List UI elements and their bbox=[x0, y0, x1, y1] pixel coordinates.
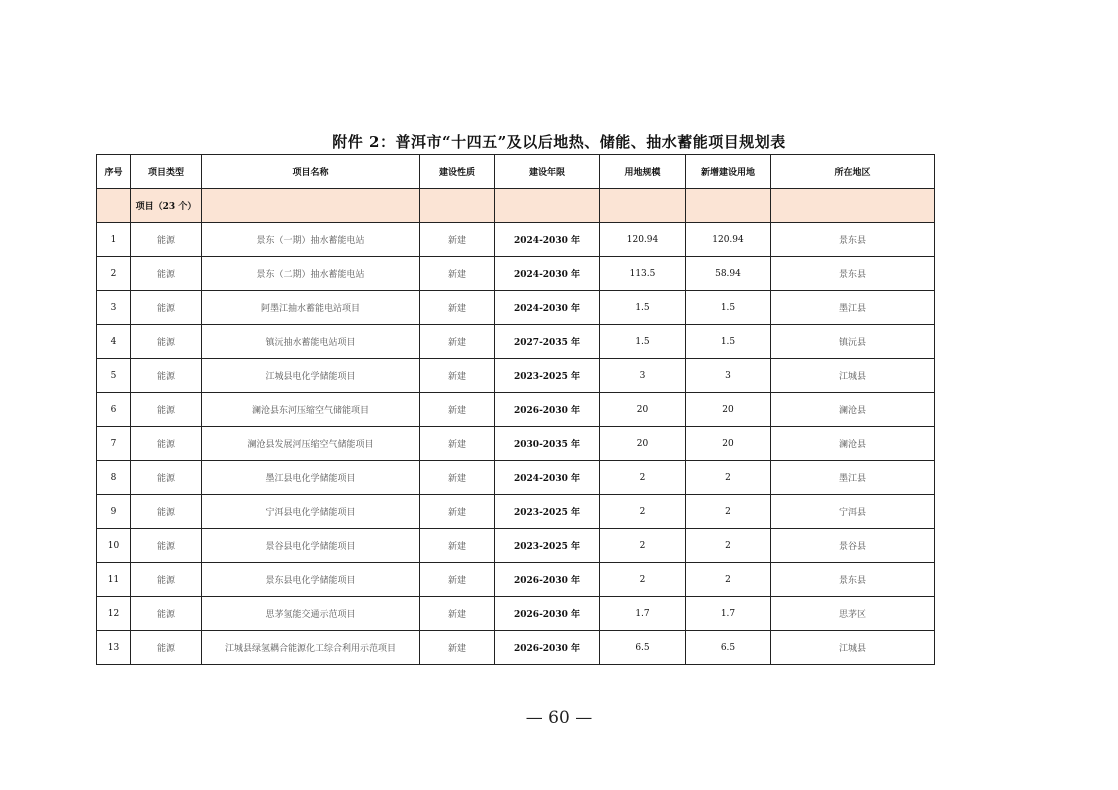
cell-new-area: 2 bbox=[686, 563, 771, 597]
cell-no: 7 bbox=[97, 427, 131, 461]
group-cell bbox=[202, 189, 420, 223]
cell-area: 1.5 bbox=[600, 291, 686, 325]
cell-project-name: 景谷县电化学储能项目 bbox=[202, 529, 420, 563]
table-row bbox=[97, 461, 935, 495]
table-row bbox=[97, 325, 935, 359]
cell-nature: 新建 bbox=[420, 257, 495, 291]
cell-no: 5 bbox=[97, 359, 131, 393]
cell-period: 2026-2030 年 bbox=[495, 631, 600, 665]
header-type: 项目类型 bbox=[131, 155, 202, 189]
cell-no: 10 bbox=[97, 529, 131, 563]
table-row bbox=[97, 291, 935, 325]
cell-period: 2026-2030 年 bbox=[495, 597, 600, 631]
table-row bbox=[97, 359, 935, 393]
cell-new-area: 1.5 bbox=[686, 325, 771, 359]
cell-nature: 新建 bbox=[420, 529, 495, 563]
cell-no: 3 bbox=[97, 291, 131, 325]
group-cell bbox=[97, 189, 131, 223]
cell-area: 3 bbox=[600, 359, 686, 393]
table-header-row bbox=[97, 155, 935, 189]
cell-no: 12 bbox=[97, 597, 131, 631]
cell-no: 6 bbox=[97, 393, 131, 427]
group-cell bbox=[600, 189, 686, 223]
group-label: 项目（23 个） bbox=[131, 189, 202, 223]
header-no: 序号 bbox=[97, 155, 131, 189]
cell-new-area: 6.5 bbox=[686, 631, 771, 665]
cell-region: 江城县 bbox=[771, 359, 935, 393]
cell-period: 2026-2030 年 bbox=[495, 563, 600, 597]
cell-type: 能源 bbox=[131, 257, 202, 291]
cell-region: 镇沅县 bbox=[771, 325, 935, 359]
cell-no: 13 bbox=[97, 631, 131, 665]
cell-type: 能源 bbox=[131, 325, 202, 359]
cell-region: 澜沧县 bbox=[771, 427, 935, 461]
cell-area: 120.94 bbox=[600, 223, 686, 257]
cell-area: 20 bbox=[600, 393, 686, 427]
cell-new-area: 120.94 bbox=[686, 223, 771, 257]
cell-project-name: 宁洱县电化学储能项目 bbox=[202, 495, 420, 529]
cell-project-name: 镇沅抽水蓄能电站项目 bbox=[202, 325, 420, 359]
cell-project-name: 江城县绿氢耦合能源化工综合利用示范项目 bbox=[202, 631, 420, 665]
cell-area: 2 bbox=[600, 563, 686, 597]
cell-project-name: 澜沧县发展河压缩空气储能项目 bbox=[202, 427, 420, 461]
cell-project-name: 景东县电化学储能项目 bbox=[202, 563, 420, 597]
cell-project-name: 景东（一期）抽水蓄能电站 bbox=[202, 223, 420, 257]
cell-type: 能源 bbox=[131, 631, 202, 665]
cell-region: 江城县 bbox=[771, 631, 935, 665]
cell-new-area: 1.5 bbox=[686, 291, 771, 325]
cell-type: 能源 bbox=[131, 359, 202, 393]
cell-period: 2024-2030 年 bbox=[495, 461, 600, 495]
cell-project-name: 墨江县电化学储能项目 bbox=[202, 461, 420, 495]
cell-type: 能源 bbox=[131, 597, 202, 631]
cell-nature: 新建 bbox=[420, 359, 495, 393]
cell-region: 宁洱县 bbox=[771, 495, 935, 529]
cell-nature: 新建 bbox=[420, 597, 495, 631]
cell-type: 能源 bbox=[131, 495, 202, 529]
cell-nature: 新建 bbox=[420, 461, 495, 495]
cell-new-area: 1.7 bbox=[686, 597, 771, 631]
group-cell bbox=[495, 189, 600, 223]
cell-nature: 新建 bbox=[420, 563, 495, 597]
group-cell bbox=[686, 189, 771, 223]
cell-type: 能源 bbox=[131, 529, 202, 563]
cell-region: 景东县 bbox=[771, 563, 935, 597]
cell-new-area: 3 bbox=[686, 359, 771, 393]
cell-region: 景东县 bbox=[771, 257, 935, 291]
cell-new-area: 20 bbox=[686, 393, 771, 427]
table-row bbox=[97, 563, 935, 597]
cell-nature: 新建 bbox=[420, 325, 495, 359]
table-row bbox=[97, 631, 935, 665]
cell-new-area: 20 bbox=[686, 427, 771, 461]
cell-area: 20 bbox=[600, 427, 686, 461]
cell-new-area: 2 bbox=[686, 461, 771, 495]
table-row bbox=[97, 597, 935, 631]
cell-project-name: 景东（二期）抽水蓄能电站 bbox=[202, 257, 420, 291]
cell-nature: 新建 bbox=[420, 427, 495, 461]
cell-project-name: 思茅氢能交通示范项目 bbox=[202, 597, 420, 631]
cell-no: 9 bbox=[97, 495, 131, 529]
cell-nature: 新建 bbox=[420, 223, 495, 257]
cell-period: 2024-2030 年 bbox=[495, 291, 600, 325]
cell-region: 思茅区 bbox=[771, 597, 935, 631]
cell-period: 2027-2035 年 bbox=[495, 325, 600, 359]
cell-no: 8 bbox=[97, 461, 131, 495]
cell-area: 1.5 bbox=[600, 325, 686, 359]
group-cell bbox=[420, 189, 495, 223]
cell-area: 6.5 bbox=[600, 631, 686, 665]
cell-period: 2024-2030 年 bbox=[495, 223, 600, 257]
cell-project-name: 江城县电化学储能项目 bbox=[202, 359, 420, 393]
header-new-area: 新增建设用地 bbox=[686, 155, 771, 189]
header-period: 建设年限 bbox=[495, 155, 600, 189]
cell-period: 2023-2025 年 bbox=[495, 359, 600, 393]
table-row bbox=[97, 257, 935, 291]
cell-nature: 新建 bbox=[420, 495, 495, 529]
cell-area: 113.5 bbox=[600, 257, 686, 291]
cell-nature: 新建 bbox=[420, 291, 495, 325]
header-nature: 建设性质 bbox=[420, 155, 495, 189]
cell-nature: 新建 bbox=[420, 631, 495, 665]
cell-region: 景谷县 bbox=[771, 529, 935, 563]
table-row bbox=[97, 427, 935, 461]
cell-type: 能源 bbox=[131, 563, 202, 597]
cell-new-area: 58.94 bbox=[686, 257, 771, 291]
cell-type: 能源 bbox=[131, 223, 202, 257]
cell-no: 1 bbox=[97, 223, 131, 257]
cell-no: 4 bbox=[97, 325, 131, 359]
cell-region: 墨江县 bbox=[771, 291, 935, 325]
cell-type: 能源 bbox=[131, 461, 202, 495]
table-row bbox=[97, 393, 935, 427]
cell-area: 2 bbox=[600, 529, 686, 563]
header-area: 用地规模 bbox=[600, 155, 686, 189]
page-number: — 60 — bbox=[525, 708, 593, 728]
cell-region: 墨江县 bbox=[771, 461, 935, 495]
cell-no: 2 bbox=[97, 257, 131, 291]
cell-type: 能源 bbox=[131, 291, 202, 325]
table-row bbox=[97, 223, 935, 257]
header-region: 所在地区 bbox=[771, 155, 935, 189]
cell-region: 景东县 bbox=[771, 223, 935, 257]
header-name: 项目名称 bbox=[202, 155, 420, 189]
cell-type: 能源 bbox=[131, 427, 202, 461]
cell-new-area: 2 bbox=[686, 529, 771, 563]
cell-period: 2023-2025 年 bbox=[495, 495, 600, 529]
group-row bbox=[97, 189, 935, 223]
cell-no: 11 bbox=[97, 563, 131, 597]
cell-period: 2023-2025 年 bbox=[495, 529, 600, 563]
table-row bbox=[97, 529, 935, 563]
cell-period: 2030-2035 年 bbox=[495, 427, 600, 461]
project-plan-table bbox=[96, 154, 935, 665]
cell-area: 2 bbox=[600, 461, 686, 495]
cell-period: 2026-2030 年 bbox=[495, 393, 600, 427]
cell-period: 2024-2030 年 bbox=[495, 257, 600, 291]
group-cell bbox=[771, 189, 935, 223]
cell-nature: 新建 bbox=[420, 393, 495, 427]
cell-region: 澜沧县 bbox=[771, 393, 935, 427]
cell-project-name: 澜沧县东河压缩空气储能项目 bbox=[202, 393, 420, 427]
cell-new-area: 2 bbox=[686, 495, 771, 529]
page-title: 附件 2：普洱市“十四五”及以后地热、储能、抽水蓄能项目规划表 bbox=[332, 133, 786, 151]
table-row bbox=[97, 495, 935, 529]
cell-project-name: 阿墨江抽水蓄能电站项目 bbox=[202, 291, 420, 325]
cell-type: 能源 bbox=[131, 393, 202, 427]
cell-area: 1.7 bbox=[600, 597, 686, 631]
cell-area: 2 bbox=[600, 495, 686, 529]
